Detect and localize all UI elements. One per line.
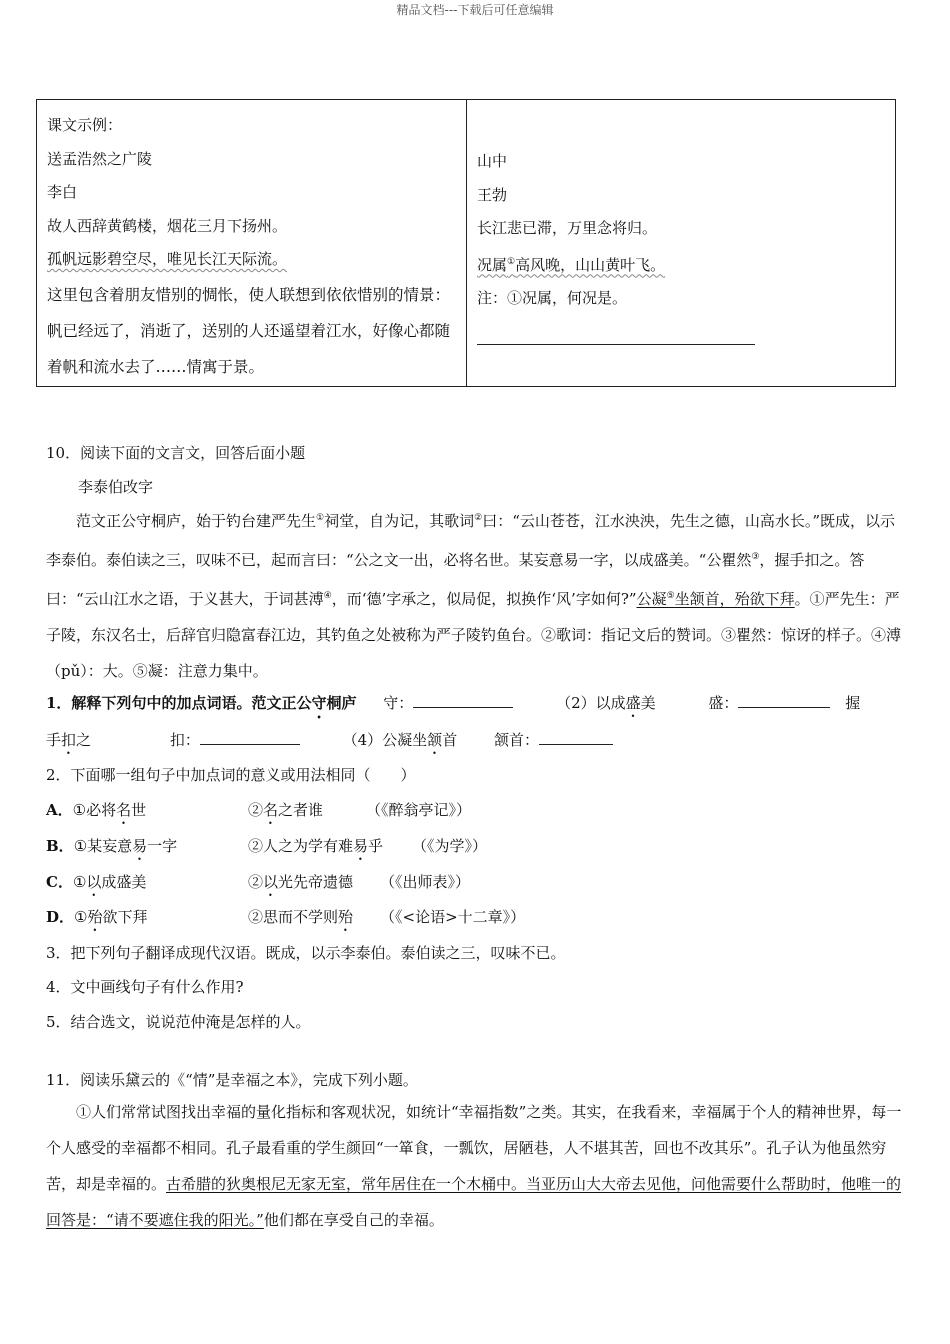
- example-cell: [37, 100, 467, 386]
- option-d[interactable]: D．①殆欲下拜: [46, 908, 148, 926]
- example-poem-line-2: 孤帆远影碧空尽，唯见长江天际流。: [47, 250, 288, 268]
- practice-poem-note: 注：①况属，何况是。: [477, 289, 628, 307]
- example-poem-author: 李白: [47, 183, 78, 201]
- example-poem-title: 送孟浩然之广陵: [47, 149, 153, 168]
- practice-poem-title: 山中: [477, 152, 508, 170]
- option-c[interactable]: C．①以成盛美: [46, 873, 147, 891]
- answer-blank-sheng[interactable]: [738, 693, 830, 708]
- underlined-sentence: 公凝⑤坐颔首，殆欲下拜: [636, 590, 795, 608]
- question-11-heading: 11．阅读乐黛云的《“情”是幸福之本》，完成下列小题。: [46, 1071, 418, 1089]
- answer-blank-hanshou[interactable]: [539, 730, 613, 745]
- practice-poem-author: 王勃: [477, 185, 508, 204]
- example-poem-line-1: 故人西辞黄鹤楼，烟花三月下扬州。: [47, 216, 288, 235]
- sub-question-3: 3．把下列句子翻译成现代汉语。既成，以示李泰伯。泰伯读之三，叹味不已。: [46, 944, 566, 962]
- poem-comparison-table: [36, 99, 896, 387]
- answer-blank-kou[interactable]: [200, 730, 300, 745]
- answer-blank-shou[interactable]: [413, 693, 513, 708]
- example-label: 课文示例：: [47, 116, 123, 134]
- option-a-source: （《醉翁亭记》）: [366, 801, 472, 819]
- option-d-source: （《<论语>十二章》）: [380, 908, 526, 926]
- answer-blank-line[interactable]: [477, 316, 755, 345]
- page-header: 精品文档---下载后可任意编辑: [396, 3, 554, 17]
- practice-poem-line-2: 况属①高风晚，山山黄叶飞。: [477, 255, 666, 274]
- sub-question-5: 5．结合选文，说说范仲淹是怎样的人。: [46, 1013, 311, 1031]
- question-10-heading: 10．阅读下面的文言文，回答后面小题: [46, 444, 306, 462]
- option-b-source: （《为学》）: [412, 837, 488, 855]
- sub-question-4: 4．文中画线句子有什么作用?: [46, 978, 244, 996]
- option-b[interactable]: B．①某妄意易一字: [46, 837, 178, 855]
- practice-cell: [467, 100, 895, 386]
- passage-title: 李泰伯改字: [78, 478, 154, 496]
- essay-paragraph-1: ①人们常常试图找出幸福的量化指标和客观状况，如统计“幸福指数”之类。其实，在我看来，幸福属于个人的精神世界，每一个人感受的幸福都不相同。孔子最看重的学生颜回“一箪食，一瓢饮，居陋巷，人不堪其苦，回也不改其乐”。孔子认为他虽然穷苦，却是幸福的。古希腊的狄奥根尼无家无室，常年居住在一个木桶中。当亚历山大大帝去见他，问他需要什么帮助时，他唯一的回答是：“请不要遮住我的阳光。”他们都在享受自己的幸福。: [46, 1103, 902, 1229]
- sub-question-2-stem: 2．下面哪一组句子中加点词的意义或用法相同（ ）: [46, 766, 416, 784]
- option-a[interactable]: A．①必将名世: [46, 801, 147, 819]
- example-analysis: 这里包含着朋友惜别的惆怅，使人联想到依依惜别的情景：帆已经远了，消逝了，送别的人还遥望着江水，好像心都随着帆和流水去了……情寓于景。: [47, 285, 451, 376]
- practice-poem-line-1: 长江悲已滞，万里念将归。: [477, 219, 658, 237]
- option-c-source: （《出师表》）: [380, 873, 471, 891]
- underlined-essay-sentence: 古希腊的狄奥根尼无家无室，常年居住在一个木桶中。当亚历山大大帝去见他，问他需要什么帮助时，他唯一的回答是：“请不要遮住我的阳光。”: [46, 1175, 902, 1229]
- sub-question-1-line-2: 手扣之 扣： （4）公凝坐颔首 颔首：: [46, 729, 613, 758]
- classical-passage: 范文正公守桐庐，始于钓台建严先生①祠堂，自为记，其歌词②曰：“云山苍苍，江水泱泱，先生之德，山高水长。”既成，以示李泰伯。泰伯读之三，叹味不已，起而言曰：“公之文一出，必将名世。某妄意易一字，以成盛美。“公瞿然③，握手扣之。答曰：“云山江水之语，于义甚大，于词甚溥④，而‘德’字承之，似局促，拟换作‘风’字如何?”公凝⑤坐颔首，殆欲下拜。①严先生：严子陵，东汉名士，后辞官归隐富春江边，其钓鱼之处被称为严子陵钓鱼台。②歌词：指记文后的赞词。③瞿然：惊讶的样子。④溥（pǔ）：大。⑤凝：注意力集中。: [46, 512, 902, 680]
- sub-question-1-line-1: 1．解释下列句中的加点词语。范文正公守桐庐 守： （2）以成盛美 盛： 握: [46, 694, 861, 712]
